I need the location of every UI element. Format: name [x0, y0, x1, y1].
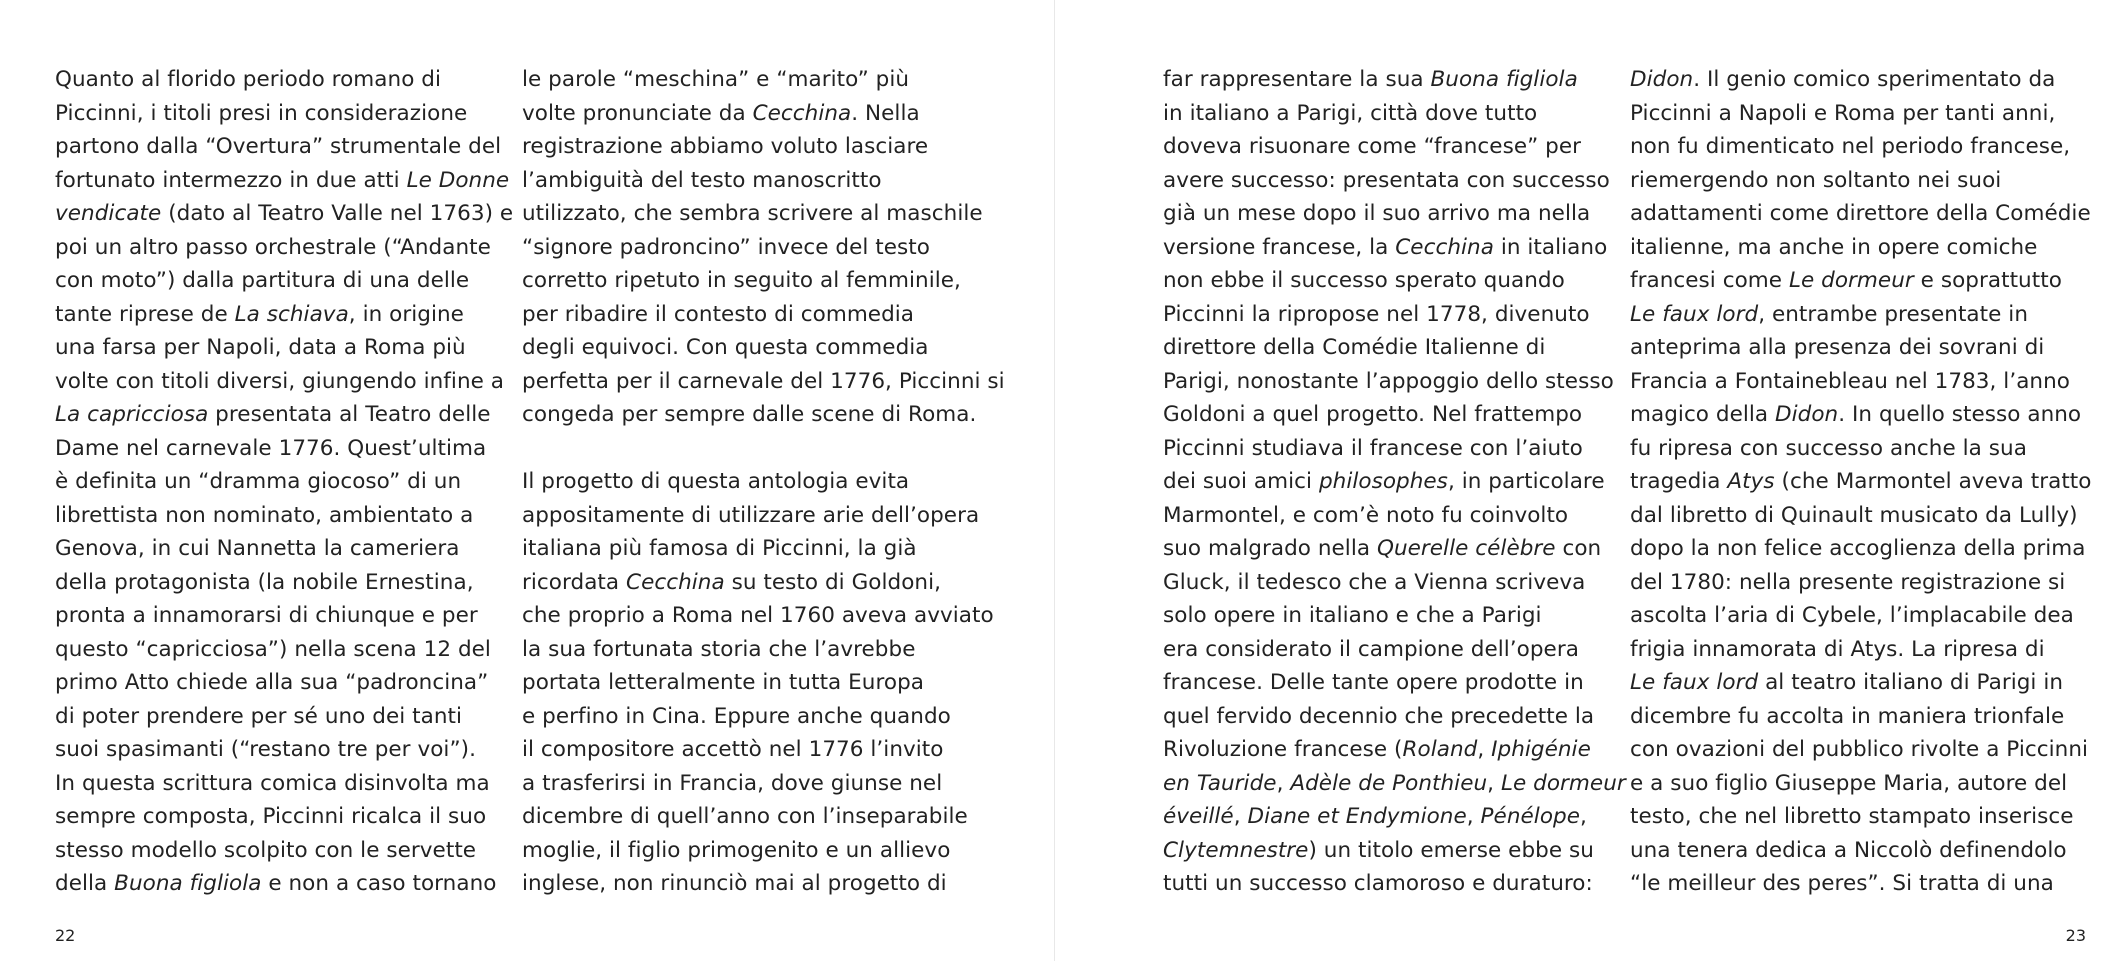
text-line — [522, 130, 1005, 164]
text-line — [1163, 499, 1626, 533]
text-line — [55, 867, 513, 901]
text-run: magico della — [1630, 402, 1776, 427]
text-run: la sua fortunata storia che l’avrebbe — [522, 636, 916, 662]
text-run: a trasferirsi in Francia, dove giunse nel — [522, 770, 943, 796]
text-line — [522, 599, 1005, 633]
italic-text: Clytemnestre — [1163, 837, 1309, 863]
text-run: Piccinni la ripropose nel 1778, divenuto — [1163, 301, 1590, 327]
text-line — [1630, 666, 2092, 700]
text-run: con moto”) dalla partitura di una delle — [55, 268, 470, 293]
text-run: dicembre fu accolta in maniera trionfale — [1630, 703, 2065, 729]
text-run: , — [1580, 804, 1587, 829]
text-run: , — [1466, 804, 1481, 829]
text-line — [1163, 231, 1626, 265]
text-run: quel fervido decennio che precedette la — [1163, 703, 1595, 729]
italic-text: Le Donne — [406, 167, 510, 193]
text-line — [55, 298, 513, 332]
text-line — [55, 733, 513, 767]
text-line — [1630, 164, 2092, 198]
text-line — [1630, 633, 2092, 667]
text-line — [1630, 566, 2092, 600]
text-run: riemergendo non soltanto nei suoi — [1630, 167, 2002, 193]
text-run: non fu dimenticato nel periodo francese, — [1630, 134, 2071, 159]
text-line — [55, 365, 513, 399]
text-run: in italiano a Parigi, città dove tutto — [1163, 100, 1538, 126]
text-run: degli equivoci. Con questa commedia — [522, 335, 929, 360]
text-run: francese. Delle tante opere prodotte in — [1163, 670, 1584, 695]
text-line — [55, 700, 513, 734]
italic-text: Diane et Endymione — [1247, 804, 1467, 829]
italic-text: Didon — [1775, 402, 1839, 427]
italic-text: Didon — [1630, 67, 1694, 92]
italic-text: Atys — [1727, 469, 1775, 494]
text-run: e a suo figlio Giuseppe Maria, autore del — [1630, 770, 2068, 796]
text-line — [1163, 197, 1626, 231]
text-line — [55, 97, 513, 131]
text-run: italiana più famosa di Piccinni, la già — [522, 536, 917, 561]
text-line — [55, 130, 513, 164]
text-run: , in particolare — [1447, 469, 1605, 494]
text-line — [1630, 767, 2092, 801]
text-line — [1630, 800, 2092, 834]
text-run: solo opere in italiano e che a Parigi — [1163, 603, 1542, 628]
italic-text: Le dormeur — [1788, 268, 1914, 293]
italic-text: Roland — [1402, 737, 1478, 762]
text-run: Goldoni a quel progetto. Nel frattempo — [1163, 402, 1583, 427]
text-line — [1630, 834, 2092, 868]
text-run: . Il genio comico sperimentato da — [1693, 67, 2056, 92]
text-run: , — [1487, 770, 1501, 796]
text-run: al teatro italiano di Parigi in — [1758, 670, 2064, 695]
text-line — [1163, 700, 1626, 734]
text-line — [522, 800, 1005, 834]
text-line — [1163, 566, 1626, 600]
text-line — [1630, 465, 2092, 499]
text-run: l’ambiguità del testo manoscritto — [522, 167, 882, 193]
text-line — [522, 532, 1005, 566]
text-run: Rivoluzione francese ( — [1163, 737, 1403, 762]
text-line — [1163, 365, 1626, 399]
text-run: della protagonista (la nobile Ernestina, — [55, 569, 474, 595]
text-run: pronta a innamorarsi di chiunque e per — [55, 603, 478, 628]
text-line — [1630, 264, 2092, 298]
text-run: “le meilleur des peres”. Si tratta di una — [1630, 871, 2054, 896]
text-run: , — [1477, 737, 1492, 762]
text-run: era considerato il campione dell’opera — [1163, 636, 1579, 662]
text-line — [1163, 97, 1626, 131]
italic-text: Adèle de Ponthieu — [1290, 770, 1488, 796]
text-line — [1630, 599, 2092, 633]
text-run: e soprattutto — [1913, 268, 2062, 293]
text-run: portata letteralmente in tutta Europa — [522, 670, 925, 695]
text-line — [1163, 867, 1626, 901]
text-line — [522, 633, 1005, 667]
text-run: che proprio a Roma nel 1760 aveva avviato — [522, 603, 994, 628]
text-run: Piccinni, i titoli presi in considerazione — [55, 100, 468, 126]
text-line — [55, 800, 513, 834]
italic-text: Pénélope — [1480, 804, 1580, 829]
text-line — [522, 733, 1005, 767]
text-run: fortunato intermezzo in due atti — [55, 167, 407, 193]
text-run: fu ripresa con successo anche la sua — [1630, 435, 2027, 461]
text-line — [522, 767, 1005, 801]
text-run: partono dalla “Overtura” strumentale del — [55, 134, 502, 159]
text-line — [1163, 733, 1626, 767]
page-number-left: 22 — [55, 926, 76, 945]
text-run: sempre composta, Piccinni ricalca il suo — [55, 804, 487, 829]
text-line — [1163, 63, 1626, 97]
text-run: perfetta per il carnevale del 1776, Piccinni si — [522, 368, 1005, 394]
text-line — [522, 97, 1005, 131]
text-line — [1163, 834, 1626, 868]
text-line — [1163, 666, 1626, 700]
text-run: il compositore accettò nel 1776 l’invito — [522, 737, 944, 762]
text-run: far rappresentare la sua — [1163, 67, 1431, 92]
text-run: . In quello stesso anno — [1838, 402, 2082, 427]
text-line — [1630, 197, 2092, 231]
text-line — [1630, 231, 2092, 265]
text-line — [522, 331, 1005, 365]
text-line — [1630, 398, 2092, 432]
text-run: versione francese, la — [1163, 234, 1396, 260]
text-run: “signore padroncino” invece del testo — [522, 234, 930, 260]
text-line — [522, 867, 1005, 901]
text-run: registrazione abbiamo voluto lasciare — [522, 134, 929, 159]
text-line — [1630, 432, 2092, 466]
text-run: testo, che nel libretto stampato inserisce — [1630, 804, 2074, 829]
text-line — [522, 666, 1005, 700]
text-run: e non a caso tornano — [261, 871, 497, 896]
italic-text: Le dormeur — [1500, 770, 1626, 796]
text-line — [522, 365, 1005, 399]
text-run: direttore della Comédie Italienne di — [1163, 335, 1546, 360]
text-run: Parigi, nonostante l’appoggio dello stesso — [1163, 368, 1614, 394]
text-line — [55, 666, 513, 700]
text-run: adattamenti come direttore della Comédie — [1630, 201, 2091, 226]
italic-text: vendicate — [55, 201, 162, 226]
text-run: Il progetto di questa antologia evita — [522, 469, 910, 494]
text-run: Marmontel, e com’è noto fu coinvolto — [1163, 502, 1569, 528]
text-line — [55, 164, 513, 198]
text-column — [522, 63, 1005, 901]
text-line — [1630, 733, 2092, 767]
text-line — [1163, 398, 1626, 432]
text-run: è definita un “dramma giocoso” di un — [55, 469, 462, 494]
text-run: Genova, in cui Nannetta la cameriera — [55, 536, 460, 561]
text-line — [1630, 867, 2092, 901]
italic-text: Iphigénie — [1491, 737, 1591, 762]
text-run: Gluck, il tedesco che a Vienna scriveva — [1163, 569, 1586, 595]
text-run: del 1780: nella presente registrazione si — [1630, 569, 2066, 595]
text-line — [55, 197, 513, 231]
text-run: congeda per sempre dalle scene di Roma. — [522, 402, 977, 427]
text-line — [1163, 532, 1626, 566]
italic-text: Le faux lord — [1630, 301, 1759, 327]
text-line — [55, 398, 513, 432]
text-line — [1163, 432, 1626, 466]
text-run: , — [1276, 770, 1291, 796]
text-line — [1163, 465, 1626, 499]
text-run: con ovazioni del pubblico rivolte a Piccinni — [1630, 737, 2089, 762]
text-run: tante riprese de — [55, 301, 235, 327]
text-line — [1630, 365, 2092, 399]
italic-text: éveillé — [1163, 804, 1234, 829]
text-line — [1630, 298, 2092, 332]
text-line — [1163, 633, 1626, 667]
text-line — [55, 63, 513, 97]
text-column — [1163, 63, 1626, 901]
text-run: inglese, non rinunciò mai al progetto di — [522, 871, 947, 896]
text-run: Quanto al florido periodo romano di — [55, 67, 441, 92]
text-run: Francia a Fontainebleau nel 1783, l’anno — [1630, 368, 2070, 394]
text-run: ricordata — [522, 569, 627, 595]
text-line — [522, 700, 1005, 734]
italic-text: La schiava — [234, 301, 349, 327]
text-line — [522, 398, 1005, 432]
text-line — [1163, 164, 1626, 198]
text-run: ) un titolo emerse ebbe su — [1308, 837, 1594, 863]
text-run: di poter prendere per sé uno dei tanti — [55, 703, 463, 729]
text-run: francesi come — [1630, 268, 1789, 293]
italic-text: Cecchina — [626, 569, 725, 595]
text-run: primo Atto chiede alla sua “padroncina” — [55, 670, 489, 695]
text-line — [1630, 700, 2092, 734]
text-run: . Nella — [851, 100, 920, 126]
italic-text: Querelle célèbre — [1376, 536, 1556, 561]
text-run: questo “capricciosa”) nella scena 12 del — [55, 636, 491, 662]
italic-text: en Tauride — [1163, 770, 1277, 796]
text-line — [522, 566, 1005, 600]
text-run: tragedia — [1630, 469, 1728, 494]
text-run: In questa scrittura comica disinvolta ma — [55, 770, 490, 796]
italic-text: Cecchina — [752, 100, 852, 126]
text-run: già un mese dopo il suo arrivo ma nella — [1163, 201, 1591, 226]
text-run: , in origine — [348, 301, 464, 327]
text-run: su testo di Goldoni, — [724, 569, 942, 595]
text-line — [1163, 599, 1626, 633]
text-run: poi un altro passo orchestrale (“Andante — [55, 234, 491, 260]
text-run: per ribadire il contesto di commedia — [522, 301, 915, 327]
text-run: doveva risuonare come “francese” per — [1163, 134, 1582, 159]
text-line — [522, 231, 1005, 265]
text-line — [1163, 130, 1626, 164]
text-line — [55, 599, 513, 633]
italic-text: Cecchina — [1395, 234, 1494, 260]
text-run: (che Marmontel aveva tratto — [1774, 469, 2092, 494]
text-run: una farsa per Napoli, data a Roma più — [55, 335, 466, 360]
text-line — [55, 499, 513, 533]
text-run: moglie, il figlio primogenito e un allievo — [522, 837, 951, 863]
text-run: corretto ripetuto in seguito al femminile, — [522, 268, 961, 293]
text-column — [55, 63, 513, 901]
text-line — [1630, 532, 2092, 566]
text-run: librettista non nominato, ambientato a — [55, 502, 474, 528]
text-run: volte pronunciate da — [522, 100, 753, 126]
text-line — [55, 767, 513, 801]
text-run: suoi spasimanti (“restano tre per voi”). — [55, 737, 476, 762]
text-run: ascolta l’aria di Cybele, l’implacabile dea — [1630, 603, 2074, 628]
italic-text: La capricciosa — [55, 402, 209, 427]
text-run: utilizzato, che sembra scrivere al maschile — [522, 201, 983, 226]
text-line — [522, 834, 1005, 868]
text-line — [522, 197, 1005, 231]
text-run: le parole “meschina” e “marito” più — [522, 67, 910, 92]
text-line — [1630, 63, 2092, 97]
text-line — [1630, 130, 2092, 164]
italic-text: Le faux lord — [1630, 670, 1759, 695]
text-run: e perfino in Cina. Eppure anche quando — [522, 703, 951, 729]
text-line — [522, 298, 1005, 332]
text-line — [1163, 298, 1626, 332]
text-run: frigia innamorata di Atys. La ripresa di — [1630, 636, 2045, 662]
italic-text: Buona figliola — [114, 871, 262, 896]
text-line — [522, 264, 1005, 298]
text-line — [1630, 331, 2092, 365]
text-line — [1630, 97, 2092, 131]
text-run: volte con titoli diversi, giungendo infine a — [55, 368, 505, 394]
text-line — [1630, 499, 2092, 533]
text-line — [55, 834, 513, 868]
text-run: dal libretto di Quinault musicato da Lully) — [1630, 502, 2078, 528]
text-run: tutti un successo clamoroso e duraturo: — [1163, 871, 1593, 896]
text-run: appositamente di utilizzare arie dell’opera — [522, 502, 980, 528]
text-run: non ebbe il successo sperato quando — [1163, 268, 1565, 293]
text-run: dopo la non felice accoglienza della prima — [1630, 536, 2086, 561]
text-line — [55, 465, 513, 499]
paragraph-break — [522, 432, 1005, 466]
text-line — [522, 465, 1005, 499]
text-run: Piccinni studiava il francese con l’aiuto — [1163, 435, 1583, 461]
text-run: stesso modello scolpito con le servette — [55, 837, 477, 863]
text-run: con — [1555, 536, 1602, 561]
text-run: , — [1233, 804, 1248, 829]
text-line — [1163, 264, 1626, 298]
text-run: (dato al Teatro Valle nel 1763) e — [161, 201, 514, 226]
italic-text: philosophes — [1318, 469, 1448, 494]
text-line — [522, 499, 1005, 533]
text-run: dei suoi amici — [1163, 469, 1319, 494]
text-line — [55, 633, 513, 667]
text-run: italienne, ma anche in opere comiche — [1630, 234, 2038, 260]
text-run: suo malgrado nella — [1163, 536, 1377, 561]
text-run: dicembre di quell’anno con l’inseparabile — [522, 804, 968, 829]
text-line — [1163, 331, 1626, 365]
text-run: Piccinni a Napoli e Roma per tanti anni, — [1630, 100, 2056, 126]
text-run: avere successo: presentata con successo — [1163, 167, 1610, 193]
text-run: presentata al Teatro delle — [208, 402, 491, 427]
text-line — [55, 331, 513, 365]
text-line — [55, 532, 513, 566]
text-run: , entrambe presentate in — [1758, 301, 2029, 327]
text-line — [1163, 800, 1626, 834]
text-line — [522, 63, 1005, 97]
italic-text: Buona figliola — [1430, 67, 1578, 92]
right-page — [1055, 0, 2110, 961]
text-run: della — [55, 871, 115, 896]
text-line — [55, 231, 513, 265]
text-run: anteprima alla presenza dei sovrani di — [1630, 335, 2045, 360]
text-line — [55, 264, 513, 298]
text-column — [1630, 63, 2092, 901]
text-run: una tenera dedica a Niccolò definendolo — [1630, 837, 2067, 863]
page-number-right: 23 — [2065, 926, 2086, 945]
text-line — [1163, 767, 1626, 801]
text-line — [55, 432, 513, 466]
text-line — [522, 164, 1005, 198]
text-line — [55, 566, 513, 600]
text-run: in italiano — [1493, 234, 1608, 260]
text-run: Dame nel carnevale 1776. Quest’ultima — [55, 435, 487, 461]
